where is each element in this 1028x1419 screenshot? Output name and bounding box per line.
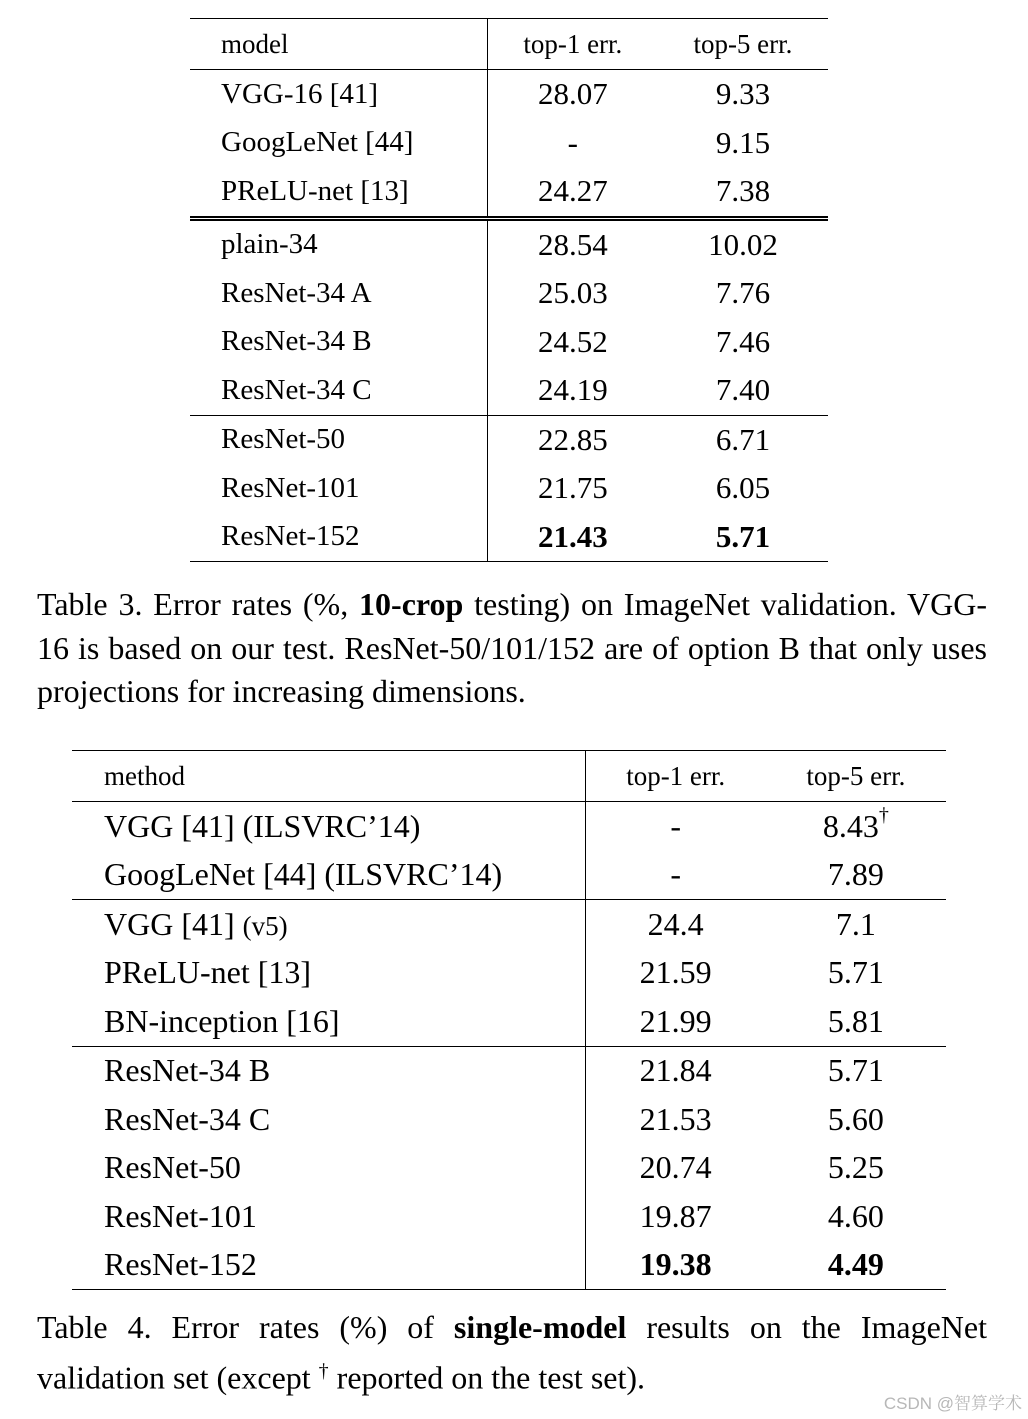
table-4-caption (37, 1306, 987, 1400)
caption-bold-text: 10-crop (359, 586, 464, 622)
model-cell: ResNet-34 C (190, 366, 487, 415)
caption-text: Table 4. Error rates (%) of (37, 1309, 454, 1345)
top5-cell: 5.60 (827, 1100, 884, 1137)
model-cell: PReLU-net [13] (190, 167, 487, 218)
header-top5: top-5 err. (766, 751, 946, 802)
dagger-mark: † (878, 804, 889, 827)
method-cell: BN-inception [16] (72, 997, 585, 1046)
method-cell: VGG [41] (ILSVRC’14) (104, 807, 421, 844)
model-cell: ResNet-101 (221, 471, 360, 504)
model-cell: plain-34 (221, 228, 318, 261)
model-cell: ResNet-152 (190, 513, 487, 562)
method-cell: ResNet-50 (104, 1149, 241, 1186)
top1-cell: 22.85 (487, 415, 658, 464)
top1-cell: 28.54 (487, 218, 658, 269)
header-top1: top-1 err. (487, 19, 658, 70)
table-row (190, 318, 828, 367)
top5-cell: 5.81 (766, 997, 946, 1046)
table-row (72, 851, 946, 900)
top5-cell: 7.40 (658, 366, 828, 415)
top1-cell: 24.19 (487, 366, 658, 415)
table-row (190, 119, 828, 168)
table-3-caption (37, 583, 987, 714)
method-cell (72, 900, 585, 949)
table-row (72, 1192, 946, 1241)
top1-cell: - (585, 851, 766, 900)
header-top5: top-5 err. (658, 19, 828, 70)
top5-cell-best: 5.71 (658, 513, 828, 562)
header-model: model (190, 19, 487, 70)
top1-cell: 21.53 (585, 1095, 766, 1144)
table-row (190, 513, 828, 562)
table-row (72, 1241, 946, 1290)
top1-cell: 19.87 (585, 1192, 766, 1241)
top1-cell: 21.59 (585, 949, 766, 998)
model-cell: ResNet-50 (221, 423, 346, 456)
top5-cell: 7.38 (658, 167, 828, 218)
method-cell: ResNet-152 (72, 1241, 585, 1290)
caption-bold-text: single-model (453, 1309, 627, 1345)
table-row (190, 366, 828, 415)
table-row (72, 997, 946, 1046)
top5-cell: 7.1 (835, 905, 876, 942)
top1-cell: 25.03 (487, 269, 658, 318)
table-row (190, 70, 828, 119)
header-top1: top-1 err. (585, 751, 766, 802)
top1-cell: 28.07 (487, 70, 658, 119)
top1-cell: - (487, 119, 658, 168)
caption-text: testing) on ImageNet validation. VGG-16 is based on our test. ResNet-50/101/152 are of option B that only uses projections for increasing dimensions. (37, 586, 988, 709)
dagger-mark: † (318, 1359, 329, 1382)
caption-text: results on the ImageNet validation set (except (37, 1309, 987, 1396)
table-row (72, 949, 946, 998)
model-cell: GoogLeNet [44] (221, 126, 414, 159)
top1-cell: 24.52 (487, 318, 658, 367)
method-name: VGG [41] (104, 905, 243, 942)
table-row (72, 900, 946, 949)
table-row (190, 218, 828, 269)
watermark: CSDN @智算学术 (883, 1394, 1022, 1413)
top5-cell: 9.33 (715, 76, 771, 112)
table-row (72, 1046, 946, 1095)
caption-text: reported on the test set). (328, 1359, 646, 1396)
table-header-row (190, 19, 828, 70)
method-cell: GoogLeNet [44] (ILSVRC’14) (72, 851, 585, 900)
top5-cell: 9.15 (715, 124, 771, 160)
caption-text: Table 3. Error rates (%, (37, 586, 360, 622)
table-row (190, 464, 828, 513)
top5-cell: 7.46 (715, 323, 771, 359)
table-row (72, 1095, 946, 1144)
top5-cell (766, 802, 946, 851)
method-version: (v5) (242, 910, 288, 941)
top1-cell: 21.84 (585, 1046, 766, 1095)
top1-cell: 20.74 (585, 1144, 766, 1193)
table-row (72, 1144, 946, 1193)
table-row (190, 167, 828, 218)
model-cell: VGG-16 [41] (221, 77, 379, 110)
top1-cell: 21.75 (487, 464, 658, 513)
table-header-row (72, 751, 946, 802)
top1-cell-best: 19.38 (585, 1241, 766, 1290)
top1-cell: 24.4 (585, 900, 766, 949)
method-cell: ResNet-34 C (104, 1100, 271, 1137)
top5-cell: 5.71 (827, 954, 884, 991)
top5-cell-best: 4.49 (766, 1241, 946, 1290)
top5-cell: 10.02 (708, 226, 778, 262)
model-cell: ResNet-34 B (221, 325, 372, 358)
top5-cell: 7.76 (715, 275, 771, 311)
table-4 (72, 750, 946, 1290)
top5-cell: 5.71 (827, 1052, 884, 1089)
top5-cell: 6.05 (715, 470, 771, 506)
top1-cell: - (585, 802, 766, 851)
model-cell: ResNet-34 A (221, 276, 372, 309)
method-cell: ResNet-101 (104, 1197, 257, 1234)
top5-cell: 4.60 (827, 1197, 884, 1234)
top1-cell: 21.99 (585, 997, 766, 1046)
top5-cell: 6.71 (715, 421, 771, 457)
top5-cell: 5.25 (827, 1149, 884, 1186)
table-3 (190, 18, 828, 562)
top1-cell-best: 21.43 (487, 513, 658, 562)
top5-cell: 7.89 (766, 851, 946, 900)
method-cell: PReLU-net [13] (104, 954, 312, 991)
table-row (72, 802, 946, 851)
top1-cell: 24.27 (487, 167, 658, 218)
method-cell: ResNet-34 B (104, 1052, 271, 1089)
header-method: method (72, 751, 585, 802)
top5-value: 8.43 (822, 807, 879, 844)
table-row (190, 415, 828, 464)
table-row (190, 269, 828, 318)
